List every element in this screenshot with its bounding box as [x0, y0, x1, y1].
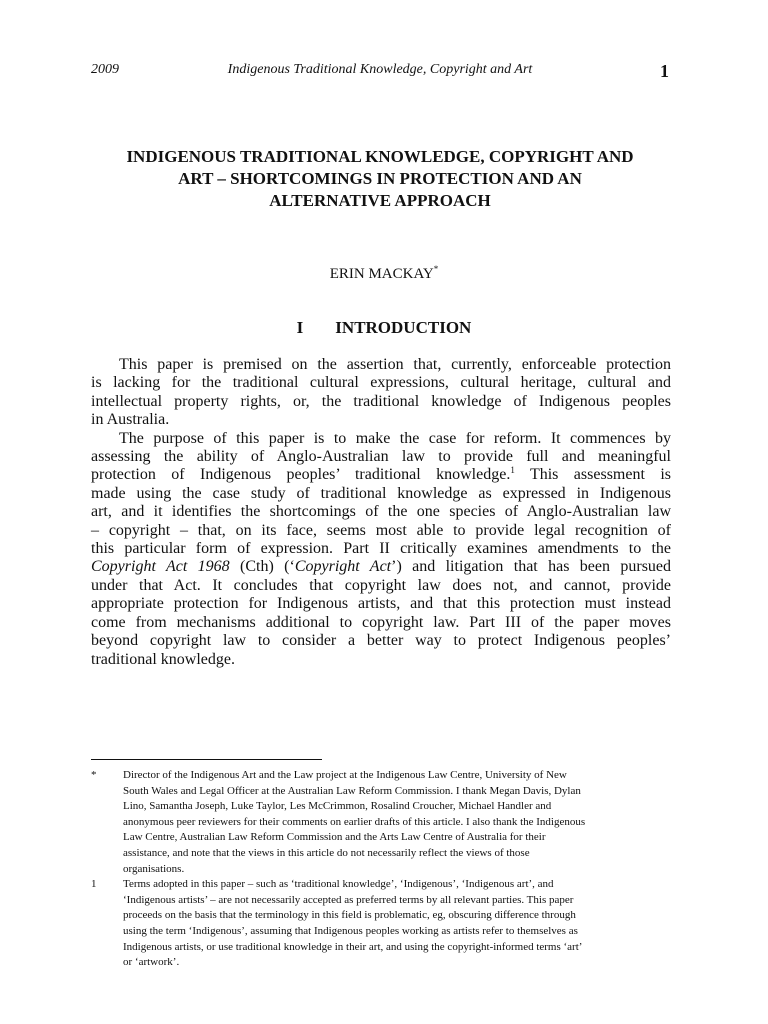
- footnote-mark: 1: [91, 878, 97, 891]
- footnote-line: proceeds on the basis that the terminology in this field is problematic, eg, obscuring difference through: [123, 909, 576, 922]
- footnote: [91, 768, 671, 877]
- italic-text: Copyright Act 1968: [91, 558, 230, 576]
- title-line: ALTERNATIVE APPROACH: [269, 191, 491, 210]
- paragraph-line: – copyright – that, on its face, seems most able to provide legal recognition of: [91, 521, 671, 539]
- paragraph-line: made using the case study of traditional knowledge as expressed in Indigenous: [91, 484, 671, 502]
- footnote-line: South Wales and Legal Officer at the Australian Law Reform Commission. I thank Megan Davis, Dylan: [123, 784, 581, 797]
- footnote-line: Director of the Indigenous Art and the Law project at the Indigenous Law Centre, University of New: [123, 769, 567, 781]
- paragraph-line: in Australia.: [91, 411, 170, 429]
- footnote-line: Lino, Samantha Joseph, Luke Taylor, Les McCrimmon, Rosalind Croucher, Michael Handler and: [123, 800, 552, 813]
- paragraph-line: art, and it identifies the shortcomings of the one species of Anglo-Australian law: [91, 503, 671, 521]
- text-run: protection of Indigenous peoples’ traditional knowledge.: [91, 466, 511, 484]
- paragraph-line: [91, 466, 671, 484]
- text-run: This assessment is: [514, 466, 671, 484]
- footnote-line: ‘Indigenous artists’ – are not necessarily accepted as preferred terms by all relevant parties. This paper: [123, 893, 574, 906]
- footnote: [91, 877, 671, 971]
- page-number: 1: [660, 61, 669, 81]
- body-text: [91, 356, 671, 669]
- title-line: INDIGENOUS TRADITIONAL KNOWLEDGE, COPYRIGHT AND: [126, 147, 634, 166]
- paragraph-line: assessing the ability of Anglo-Australian law to provide full and meaningful: [91, 448, 671, 466]
- paragraph-line: [91, 558, 671, 576]
- footnote-line: Terms adopted in this paper – such as ‘traditional knowledge’, ‘Indigenous’, ‘Indigenous art’, and: [123, 878, 554, 891]
- paragraph-line: come from mechanisms additional to copyright law. Part III of the paper moves: [91, 613, 671, 631]
- paragraph-line: intellectual property rights, or, the traditional knowledge of Indigenous peoples: [91, 392, 671, 410]
- paragraph-line: this particular form of expression. Part II critically examines amendments to the: [91, 540, 671, 558]
- footnote-mark: *: [91, 769, 97, 781]
- paragraph-line: beyond copyright law to consider a better way to protect Indigenous peoples’: [91, 632, 671, 650]
- footnote-line: assistance, and note that the views in this article do not necessarily reflect the views of those: [123, 846, 530, 859]
- footnote-line: using the term ‘Indigenous’, assuming that Indigenous peoples working as artists refer to themselves as: [123, 924, 578, 937]
- section-title: INTRODUCTION: [335, 318, 472, 337]
- footnote-line: organisations.: [123, 862, 185, 875]
- footnote-ref[interactable]: 1: [510, 465, 515, 476]
- text-run: ’) and litigation that has been pursued: [391, 558, 672, 576]
- text-run: (Cth) (‘: [229, 558, 295, 576]
- article-title: [80, 146, 680, 212]
- paragraph-line: is lacking for the traditional cultural expressions, cultural heritage, cultural and: [91, 374, 671, 392]
- paragraph-line: The purpose of this paper is to make the case for reform. It commences by: [119, 429, 671, 447]
- footnote-line: Law Centre, Australian Law Reform Commission and the Arts Law Centre of Australia for their: [123, 831, 546, 844]
- footnote-divider: [91, 759, 322, 760]
- section-heading: [0, 318, 768, 338]
- paragraph-line: This paper is premised on the assertion that, currently, enforceable protection: [119, 356, 671, 373]
- footnote-line: anonymous peer reviewers for their comments on earlier drafts of this article. I also thank the Indigenous: [123, 815, 586, 828]
- italic-text: Copyright Act: [294, 558, 392, 576]
- section-number: I: [296, 318, 304, 337]
- footnotes: [91, 768, 671, 971]
- footnote-line: or ‘artwork’.: [123, 956, 180, 969]
- paragraph-line: traditional knowledge.: [91, 650, 235, 668]
- author-name: ERIN MACKAY: [329, 266, 434, 282]
- running-head-year: 2009: [91, 62, 119, 77]
- title-line: ART – SHORTCOMINGS IN PROTECTION AND AN: [178, 169, 582, 188]
- paragraph-line: under that Act. It concludes that copyright law does not, and cannot, provide: [91, 576, 671, 594]
- running-head: [91, 62, 669, 82]
- footnote-line: Indigenous artists, or use traditional knowledge in their art, and using the copyright-informed terms ‘art’: [123, 940, 583, 953]
- author-line: [0, 264, 768, 283]
- running-head-title: Indigenous Traditional Knowledge, Copyright and Art: [227, 62, 533, 77]
- paragraph-line: appropriate protection for Indigenous artists, and that this protection must instead: [91, 595, 671, 613]
- author-footnote-mark: *: [433, 264, 439, 274]
